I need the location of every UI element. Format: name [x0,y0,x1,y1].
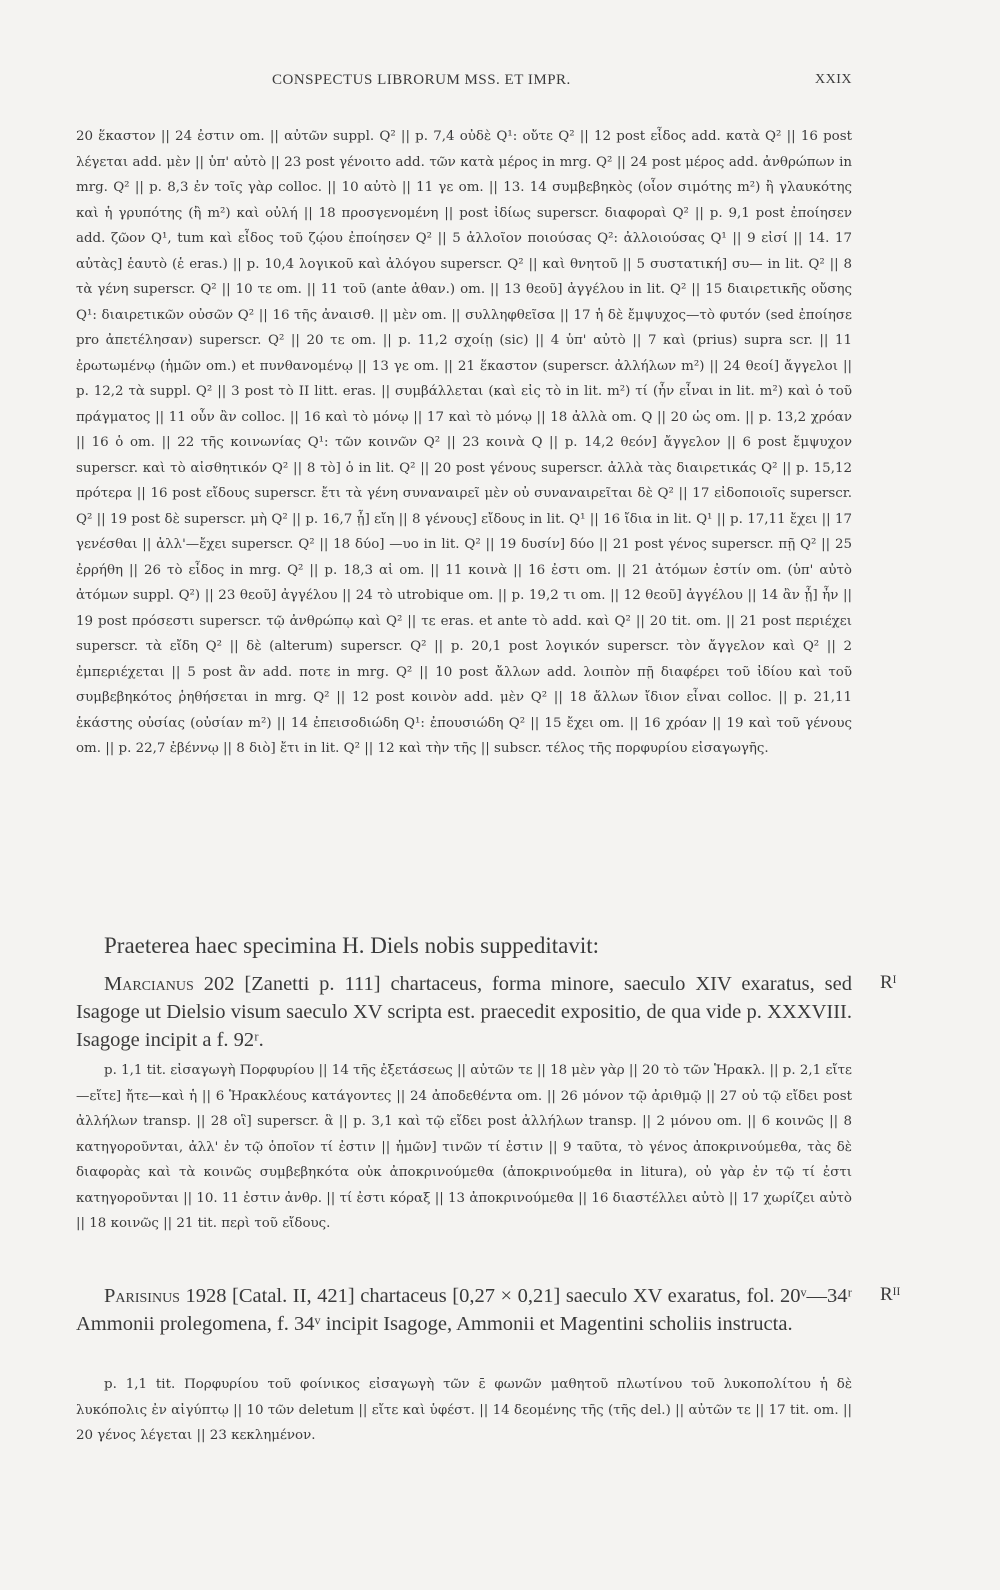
manuscript-name: Marcianus [104,973,194,995]
siglum-parisinus: Rᴵᴵ [880,1284,901,1305]
marcianus-notes [76,1058,852,1237]
apparatus-notes-top [76,124,852,762]
notes-text: p. 1,1 tit. Πορφυρίου τοῦ φοίνικος εἰσαγωγὴ τῶν ε̄ φωνῶν μαθητοῦ πλωτίνου τοῦ λυκοπολίτου ἡ δὲ λυκόπολις ἐν αἰγύπτῳ || 10 τῶν deletum || εἴτε καὶ ὑφέστ. || 14 δεομένης τῆς (τῆς del.) || αὐτῶν τε || 17 tit. om. || 20 γένος λέγεται || 23 κεκλημένον. [76,1377,852,1443]
notes-text: 20 ἕκαστον || 24 ἐστιν om. || αὐτῶν suppl. Q² || p. 7,4 οὐδὲ Q¹: οὔτε Q² || 12 post εἶδος add. κατὰ Q² || 16 post λέγεται add. μὲν || ὑπ' αὐτὸ || 23 post γένοιτο add. τῶν κατὰ μέρος in mrg. Q² || 24 post μέρος add. ἀνθρώπων in mrg. Q² || p. 8,3 ἐν τοῖς γὰρ colloc. || 10 αὐτὸ || 11 γε om. || 13. 14 συμβεβηκὸς (οἷον σιμότης m²) ἢ γλαυκότης καὶ ἡ γρυπότης (ἢ m²) καὶ οὐλή || 18 προσγενομένη || post ἰδίως superscr. διαφοραὶ Q² || p. 9,1 post ἐποίησεν add. ζῶον Q¹, tum καὶ εἶδος τοῦ ζῴου ἐποίησεν Q² || 5 ἀλλοῖον ποιούσας Q²: ἀλλοιούσας Q¹ || 9 εἰσί || 14. 17 αὐτὰς] ἑαυτὸ (ἑ eras.) || p. 10,4 λογικοῦ καὶ ἀλόγου superscr. Q² || καὶ θνητοῦ || 5 συστατική] συ— in lit. Q² || 8 τὰ γένη superscr. Q² || 10 τε om. || 11 τοῦ (ante ἀθαν.) om. || 13 θεοῦ] ἀγγέλου in lit. Q² || 15 διαιρετικῆς οὔσης Q¹: διαιρετικῶν οὐσῶν Q² || 16 τῆς ἀναισθ. || μὲν om. || συλληφθεῖσα || 17 ἡ δὲ ἔμψυχος—τὸ φυτόν (sed ἐποίησε pro ἀπετέλησαν) superscr. Q² || 20 τε om. || p. 11,2 σχοίῃ (sic) || 4 ὑπ' αὐτὸ || 7 καὶ (prius) supra scr. || 11 ἐρωτωμένῳ (ἡμῶν om.) et πυνθανομένῳ || 13 γε om. || 21 ἕκαστον (superscr. ἀλλήλων m²) || 24 θεοί] ἄγγελοι || p. 12,2 τὰ suppl. Q² || 3 post τὸ II litt. eras. || συμβάλλεται (καὶ εἰς τὸ in lit. m²) τί (ἦν εἶναι in lit. m²) καὶ ὁ τοῦ πράγματος || 11 οὖν ἂν colloc. || 16 καὶ τὸ μόνῳ || 17 καὶ τὸ μόνῳ || 18 ἀλλὰ om. Q || 20 ὡς om. || p. 13,2 χρόαν || 16 ὁ om. || 22 τῆς κοινωνίας Q¹: τῶν κοινῶν Q² || 23 κοινὰ Q || p. 14,2 θεόν] ἄγγελον || 6 post ἔμψυχον superscr. καὶ τὸ αἰσθητικόν Q² || 8 τὸ] ὁ in lit. Q² || 20 post γένους superscr. ἀλλὰ τὰς διαιρετικάς Q² || p. 15,12 πρότερα || 16 post εἴδους superscr. ἔτι τὰ γένη συναναιρεῖ μὲν οὐ συναναιρεῖται δὲ Q² || 17 εἰδοποιοῖς superscr. Q² || 19 post δὲ superscr. μὴ Q² || p. 16,7 ᾖ] εἴη || 8 γένους] εἴδους in lit. Q¹ || 16 ἴδια in lit. Q¹ || p. 17,11 ἔχει || 17 γενέσθαι || ἀλλ'—ἔχει superscr. Q² || 18 δύο] —υο in lit. Q² || 19 δυσίν] δύο || 21 post γένος superscr. πῇ Q² || 25 ἐρρήθη || 26 τὸ εἶδος in mrg. Q² || p. 18,3 αἱ om. || 11 κοινὰ || 16 ἐστι om. || 21 ἀτόμων ἐστίν om. (ὑπ' αὐτὸ ἀτόμων suppl. Q²) || 23 θεοῦ] ἀγγέλου || 24 τὸ utrobique om. || p. 19,2 τι om. || 12 θεοῦ] ἀγγέλου || 14 ἂν ᾖ] ἦν || 19 post πρόσεστι superscr. τῷ ἀνθρώπῳ καὶ Q² || τε eras. et ante τὸ add. καὶ Q² || 20 tit. om. || 21 post περιέχει superscr. τὰ εἴδη Q² || δὲ (alterum) superscr. Q² || p. 20,1 post λογικόν superscr. τὸν ἄγγελον καὶ Q² || 2 ἐμπεριέχεται || 5 post ἂν add. ποτε in mrg. Q² || 10 post ἄλλων add. λοιπὸν πῇ διαφέρει τοῦ ἰδίου καὶ τοῦ συμβεβηκότος ῥηθήσεται in mrg. Q² || 12 post κοινὸν add. μὲν Q² || 18 ἄλλων ἴδιον εἶναι colloc. || p. 21,11 ἑκάστης οὐσίας (οὐσίαν m²) || 14 ἐπεισοδιώδη Q¹: ἐπουσιώδη Q² || 15 ἔχει om. || 16 χρόαν || 19 καὶ τοῦ γένους om. || p. 22,7 ἐβέννῳ || 8 διὸ] ἔτι in lit. Q² || 12 καὶ τὴν τῆς || subscr. τέλος τῆς πορφυρίου εἰσαγωγῆς. [76,129,852,756]
section-heading [76,932,852,960]
manuscript-name: Parisinus [104,1285,180,1307]
parisinus-notes [76,1372,852,1449]
notes-text: p. 1,1 tit. εἰσαγωγὴ Πορφυρίου || 14 τῆς ἐξετάσεως || αὐτῶν τε || 18 μὲν γὰρ || 20 τὸ τῶν Ἡρακλ. || p. 2,1 εἴτε—εἴτε] ἤτε—καὶ ἡ || 6 Ἡρακλέους κατάγοντες || 24 ἀποδεθέντα om. || 26 μόνον τῷ ἀριθμῷ || 27 οὐ τῷ εἴδει post ἀλλήλων transp. || 28 οἳ] superscr. ἃ || p. 3,1 καὶ τῷ εἴδει post ἀλλήλων transp. || 2 μόνου om. || 6 κοινῶς || 8 κατηγοροῦνται, ἀλλ' ἐν τῷ ὁποῖον τί ἐστιν || ἡμῶν] τινῶν τί ἐστιν || 9 ταῦτα, τὸ γένος ἀποκρινούμεθα, τὰς δὲ διαφορὰς καὶ τὰ κοινῶς συμβεβηκότα οὐκ ἀποκρινούμεθα (ἀποκρινούμεθα in litura), οὐ γὰρ ἐν τῷ τί ἐστι κατηγοροῦνται || 10. 11 ἐστιν ἀνθρ. || τί ἐστι κόραξ || 13 ἀποκρινούμεθα || 16 διαστέλλει αὐτὸ || 17 χωρίζει αὐτὸ || 18 κοινῶς || 21 tit. περὶ τοῦ εἴδους. [76,1063,852,1231]
heading-text: Praeterea haec specimina H. Diels nobis suppeditavit: [104,933,599,958]
marcianus-description [76,970,852,1054]
running-title: CONSPECTUS LIBRORUM MSS. ET IMPR. [272,72,571,88]
manuscript-description: 1928 [Catal. II, 421] chartaceus [0,27 × 0,21] saeculo XV exaratus, fol. 20ᵛ—34ʳ Ammonii prolegomena, f. 34ᵛ incipit Isagoge, Ammonii et Magentini scholiis instructa. [76,1285,852,1335]
manuscript-description: 202 [Zanetti p. 111] chartaceus, forma minore, saeculo XIV exaratus, sed Isagoge ut Dielsio visum saeculo XV scripta est. praecedit expositio, de qua vide p. XXXVIII. Isagoge incipit a f. 92ʳ. [76,973,852,1051]
page-number: XXIX [815,72,852,87]
running-header [76,72,852,94]
parisinus-description [76,1282,852,1338]
siglum-marcianus: Rᴵ [880,972,897,993]
